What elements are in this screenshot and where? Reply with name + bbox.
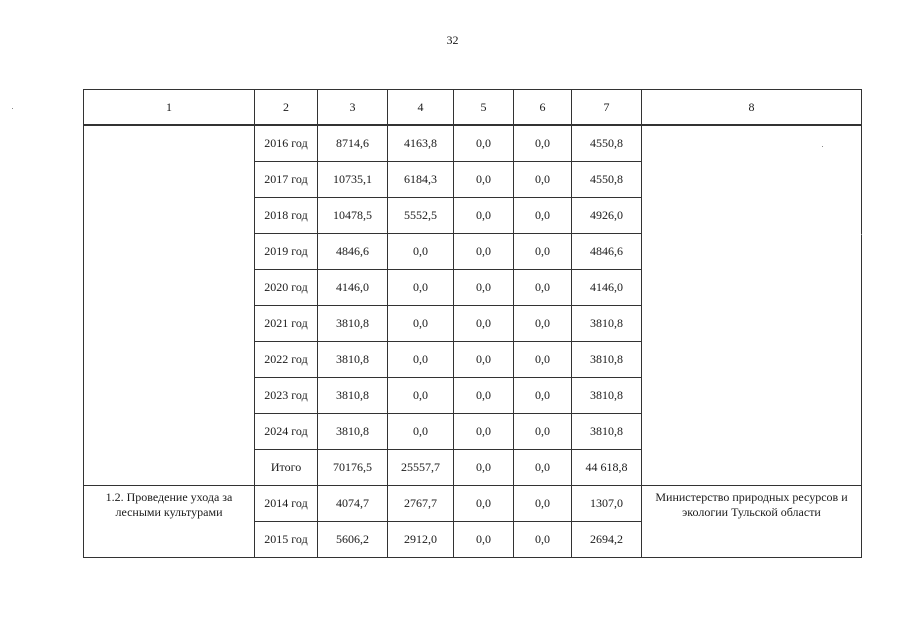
amount-cell: 4550,8 — [572, 162, 642, 198]
amount-cell: 0,0 — [454, 125, 514, 162]
amount-cell: 0,0 — [514, 162, 572, 198]
scan-speck — [12, 108, 13, 109]
table-row — [84, 486, 862, 522]
amount-cell: 4146,0 — [318, 270, 388, 306]
amount-cell: 0,0 — [388, 306, 454, 342]
amount-cell: 5552,5 — [388, 198, 454, 234]
column-header: 7 — [572, 90, 642, 126]
amount-cell: 0,0 — [514, 306, 572, 342]
year-cell: 2023 год — [255, 378, 318, 414]
year-cell: 2019 год — [255, 234, 318, 270]
amount-cell: 3810,8 — [318, 306, 388, 342]
column-header: 2 — [255, 90, 318, 126]
amount-cell: 3810,8 — [318, 378, 388, 414]
amount-cell: 0,0 — [388, 342, 454, 378]
amount-cell: 0,0 — [388, 414, 454, 450]
amount-cell: 0,0 — [514, 198, 572, 234]
amount-cell: 4163,8 — [388, 125, 454, 162]
amount-cell: 4846,6 — [572, 234, 642, 270]
column-header: 4 — [388, 90, 454, 126]
amount-cell: 0,0 — [388, 378, 454, 414]
amount-cell: 25557,7 — [388, 450, 454, 486]
amount-cell: 6184,3 — [388, 162, 454, 198]
amount-cell: 10478,5 — [318, 198, 388, 234]
year-cell: 2020 год — [255, 270, 318, 306]
amount-cell: 0,0 — [454, 270, 514, 306]
amount-cell: 4926,0 — [572, 198, 642, 234]
amount-cell: 0,0 — [514, 378, 572, 414]
amount-cell: 4146,0 — [572, 270, 642, 306]
scan-speck — [822, 146, 823, 147]
amount-cell: 0,0 — [454, 486, 514, 522]
amount-cell: 10735,1 — [318, 162, 388, 198]
year-cell: 2024 год — [255, 414, 318, 450]
amount-cell: 1307,0 — [572, 486, 642, 522]
scan-speck — [861, 234, 862, 235]
year-cell: 2022 год — [255, 342, 318, 378]
amount-cell: 0,0 — [514, 125, 572, 162]
amount-cell: 4550,8 — [572, 125, 642, 162]
amount-cell: 2694,2 — [572, 522, 642, 558]
amount-cell: 2767,7 — [388, 486, 454, 522]
amount-cell: 4846,6 — [318, 234, 388, 270]
year-cell: Итого — [255, 450, 318, 486]
amount-cell: 0,0 — [454, 162, 514, 198]
amount-cell: 0,0 — [454, 414, 514, 450]
amount-cell: 0,0 — [514, 414, 572, 450]
table-row — [84, 125, 862, 162]
amount-cell: 0,0 — [454, 198, 514, 234]
year-cell: 2016 год — [255, 125, 318, 162]
column-header: 1 — [84, 90, 255, 126]
page-number: 32 — [446, 33, 459, 47]
amount-cell: 3810,8 — [572, 378, 642, 414]
column-header: 3 — [318, 90, 388, 126]
responsible-cell: Министерство природных ресурсов и экологии Тульской области — [642, 486, 862, 558]
amount-cell: 5606,2 — [318, 522, 388, 558]
year-cell: 2017 год — [255, 162, 318, 198]
amount-cell: 0,0 — [514, 486, 572, 522]
amount-cell: 0,0 — [454, 306, 514, 342]
amount-cell: 2912,0 — [388, 522, 454, 558]
amount-cell: 0,0 — [514, 522, 572, 558]
amount-cell: 8714,6 — [318, 125, 388, 162]
column-header: 8 — [642, 90, 862, 126]
budget-table — [83, 89, 862, 558]
column-header: 5 — [454, 90, 514, 126]
amount-cell: 0,0 — [514, 234, 572, 270]
year-cell: 2015 год — [255, 522, 318, 558]
amount-cell: 0,0 — [388, 270, 454, 306]
activity-name-cell: 1.2. Проведение ухода за лесными культурами — [84, 486, 255, 558]
amount-cell: 0,0 — [514, 342, 572, 378]
amount-cell: 0,0 — [454, 450, 514, 486]
column-header: 6 — [514, 90, 572, 126]
header-row — [84, 90, 862, 126]
amount-cell: 0,0 — [454, 522, 514, 558]
amount-cell: 3810,8 — [572, 342, 642, 378]
activity-name-cell — [84, 125, 255, 486]
year-cell: 2018 год — [255, 198, 318, 234]
amount-cell: 70176,5 — [318, 450, 388, 486]
amount-cell: 4074,7 — [318, 486, 388, 522]
table-body — [84, 90, 862, 558]
year-cell: 2021 год — [255, 306, 318, 342]
amount-cell: 3810,8 — [572, 414, 642, 450]
amount-cell: 3810,8 — [572, 306, 642, 342]
year-cell: 2014 год — [255, 486, 318, 522]
amount-cell: 3810,8 — [318, 342, 388, 378]
amount-cell: 3810,8 — [318, 414, 388, 450]
amount-cell: 0,0 — [514, 450, 572, 486]
amount-cell: 44 618,8 — [572, 450, 642, 486]
amount-cell: 0,0 — [454, 378, 514, 414]
amount-cell: 0,0 — [454, 234, 514, 270]
amount-cell: 0,0 — [388, 234, 454, 270]
responsible-cell — [642, 125, 862, 486]
amount-cell: 0,0 — [454, 342, 514, 378]
amount-cell: 0,0 — [514, 270, 572, 306]
